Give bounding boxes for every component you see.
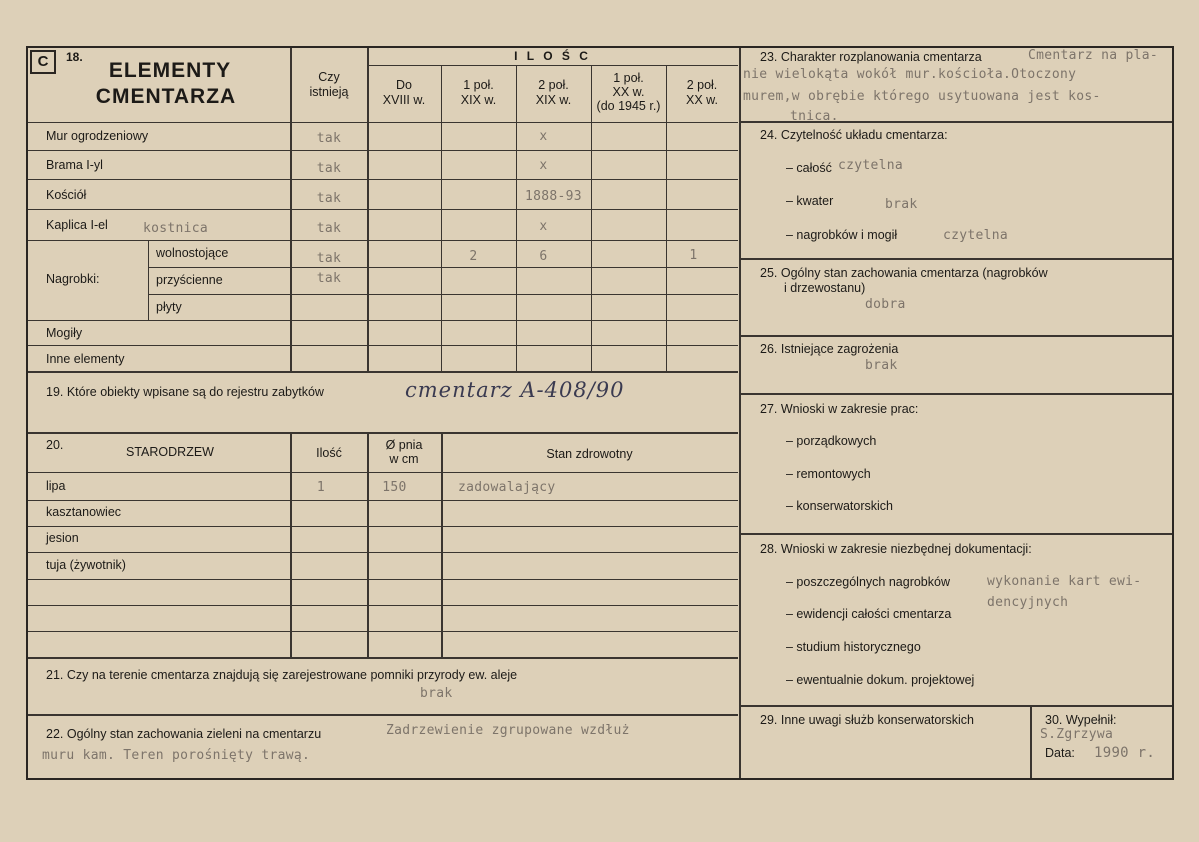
tree-row-name: tuja (żywotnik)	[46, 558, 126, 572]
tree-lipa-condition: zadowalający	[458, 480, 556, 495]
col-czy-istnieja: Czy istnieją	[309, 70, 349, 99]
row-nagrobki: Nagrobki:	[46, 272, 100, 286]
wolno-1xix-value: 2	[469, 249, 478, 264]
sec22-value-line1: Zadrzewienie zgrupowane wzdłuż	[386, 723, 630, 738]
sec20-title: STARODRZEW	[126, 445, 214, 459]
row-mur: Mur ogrodzeniowy	[46, 129, 149, 143]
sec26-value: brak	[865, 358, 898, 373]
sec27-konserwatorskich: – konserwatorskich	[786, 499, 893, 513]
sec20-number: 20.	[46, 438, 64, 452]
sec24-kwater: – kwater	[786, 194, 834, 208]
col-tree-condition: Stan zdrowotny	[546, 447, 633, 461]
sec18-title-line2: CMENTARZA	[95, 85, 237, 108]
sec24-label: 24. Czytelność układu cmentarza:	[760, 128, 948, 142]
col-tree-diameter: Ø pnia w cm	[385, 438, 423, 466]
sec27-label: 27. Wnioski w zakresie prac:	[760, 402, 919, 416]
sec27-porzadkowych: – porządkowych	[786, 434, 877, 448]
tree-lipa-ilosc: 1	[316, 480, 326, 495]
sec28-studium: – studium historycznego	[786, 640, 921, 654]
sec30-label: 30. Wypełnił:	[1045, 713, 1117, 727]
tree-row-name: lipa	[46, 479, 66, 493]
sec24-nagrobkow: – nagrobków i mogił	[786, 228, 898, 242]
sec28-label: 28. Wnioski w zakresie niezbędnej dokumentacji:	[760, 542, 1032, 556]
sec22-value-line2: muru kam. Teren porośnięty trawą.	[42, 748, 311, 763]
sec23-value-line4: tnica.	[790, 109, 839, 120]
tree-row-name: jesion	[46, 531, 79, 545]
sec23-value-line1: Cmentarz na pla-	[1028, 48, 1159, 63]
row-kaplica: Kaplica I-el	[46, 218, 108, 232]
sec23-label: 23. Charakter rozplanowania cmentarza	[760, 50, 982, 64]
kosciol-czy-value: tak	[316, 191, 342, 206]
sec25-label-line2: i drzewostanu)	[784, 281, 866, 295]
col-1pol-xx: 1 poł. XX w. (do 1945 r.)	[596, 71, 661, 113]
sec27-remontowych: – remontowych	[786, 467, 871, 481]
sec24-calosc-value: czytelna	[838, 158, 904, 173]
row-inne: Inne elementy	[46, 352, 125, 366]
przy-czy-value: tak	[316, 271, 342, 286]
row-brama: Brama I-yl	[46, 158, 103, 172]
sec28-nagrobkow-value-line1: wykonanie kart ewi-	[987, 574, 1142, 589]
section-letter-box: C	[30, 50, 56, 74]
sec18-number: 18.	[66, 50, 83, 64]
sec29-label: 29. Inne uwagi służb konserwatorskich	[760, 713, 975, 727]
sec26-label: 26. Istniejące zagrożenia	[760, 342, 899, 356]
sec30-name: S.Zgrzywa	[1040, 727, 1114, 742]
row-plyty: płyty	[156, 300, 182, 314]
brama-2xix-value: x	[539, 158, 548, 173]
col-2pol-xx: 2 poł. XX w.	[686, 78, 718, 107]
sec21-value: brak	[420, 686, 453, 701]
sec18-title-line1: ELEMENTY	[108, 59, 232, 82]
sec22-label: 22. Ogólny stan zachowania zieleni na cmentarzu	[46, 727, 322, 741]
brama-czy-value: tak	[316, 161, 342, 176]
wolno-2xx-value: 1	[689, 248, 698, 263]
sec24-kwater-value: brak	[885, 197, 918, 212]
row-wolnostojace: wolnostojące	[156, 246, 229, 260]
col-2pol-xix: 2 poł. XIX w.	[535, 78, 572, 107]
wolno-2xix-value: 6	[539, 249, 548, 264]
col-do-xviii: Do XVIII w.	[382, 78, 426, 107]
row-kosciol: Kościół	[46, 188, 87, 202]
sec30-date-value: 1990 r.	[1094, 745, 1156, 761]
sec19-label: 19. Które obiekty wpisane są do rejestru zabytków	[46, 385, 324, 399]
sec25-label-line1: 25. Ogólny stan zachowania cmentarza (nagrobków	[760, 266, 1048, 280]
row-przyscienne: przyścienne	[156, 273, 223, 287]
col-ilosc-header: I L O Ś C	[514, 49, 591, 63]
sec21-label: 21. Czy na terenie cmentarza znajdują się zarejestrowane pomniki przyrody ew. aleje	[46, 668, 518, 682]
sec23-value-line3: murem,w obrębie którego usytuowana jest kos-	[743, 89, 1101, 104]
row-mogily: Mogiły	[46, 326, 83, 340]
sec30-date-label: Data:	[1045, 746, 1075, 760]
tree-lipa-diameter: 150	[382, 480, 407, 495]
mur-czy-value: tak	[316, 131, 342, 146]
col-tree-ilosc: Ilość	[316, 446, 342, 460]
sec28-ewidencji: – ewidencji całości cmentarza	[786, 607, 952, 621]
kaplica-2xix-value: x	[539, 219, 548, 234]
sec24-nagrobkow-value: czytelna	[943, 228, 1009, 243]
col-1pol-xix: 1 poł. XIX w.	[460, 78, 497, 107]
sec23-value-line2: nie wielokąta wokół mur.kościoła.Otoczony	[743, 67, 1077, 82]
sec25-value: dobra	[865, 297, 906, 312]
kaplica-note: kostnica	[143, 221, 209, 236]
mur-2xix-value: x	[539, 129, 548, 144]
sec28-nagrobkow-value-line2: dencyjnych	[987, 595, 1069, 610]
sec28-nagrobkow: – poszczególnych nagrobków	[786, 575, 950, 589]
sec28-projektowej: – ewentualnie dokum. projektowej	[786, 673, 975, 687]
wolno-czy-value: tak	[316, 251, 342, 266]
tree-row-name: kasztanowiec	[46, 505, 122, 519]
kaplica-czy-value: tak	[316, 221, 342, 236]
kosciol-2xix-value: 1888-93	[525, 189, 582, 204]
sec24-calosc: – całość	[786, 161, 832, 175]
sec19-handwritten: cmentarz A-408/90	[405, 378, 625, 402]
